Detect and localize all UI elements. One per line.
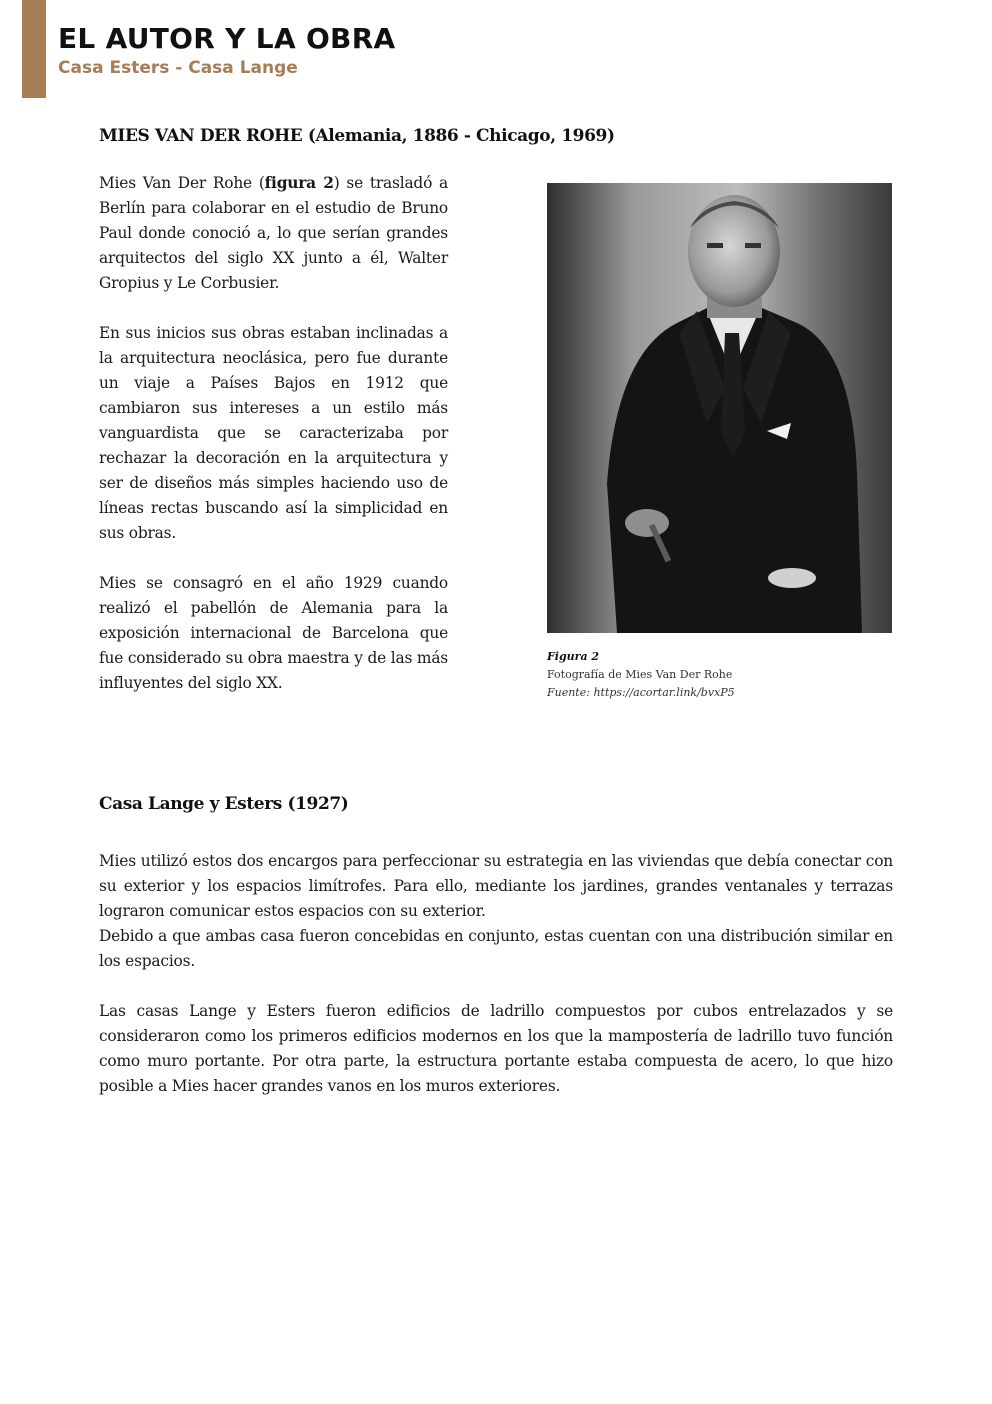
page-title: EL AUTOR Y LA OBRA xyxy=(58,22,396,55)
header-accent-bar xyxy=(22,0,46,98)
author-paragraph-3: Mies se consagró en el año 1929 cuando realizó el pabellón de Alemania para la exposición internacional de Barcelona que fue considerado su obra maestra y de las más influyentes del siglo XX. xyxy=(99,574,448,692)
section-heading-houses: Casa Lange y Esters (1927) xyxy=(99,794,349,814)
portrait-photo-graphic xyxy=(547,183,892,633)
figure-label: Figura 2 xyxy=(547,650,600,663)
author-paragraph-1-start: Mies Van Der Rohe ( xyxy=(99,174,265,192)
page-subtitle: Casa Esters - Casa Lange xyxy=(58,58,298,78)
houses-text xyxy=(99,849,893,1099)
author-paragraph-2: En sus inicios sus obras estaban inclinadas a la arquitectura neoclásica, pero fue durante un viaje a Países Bajos en 1912 que cambiaron sus intereses a un estilo más vanguardista que se caracterizaba por rechazar la decoración en la arquitectura y ser de diseños más simples haciendo uso de líneas rectas buscando así la simplicidad en sus obras. xyxy=(99,324,448,542)
author-paragraph-1-rest: ) se trasladó a Berlín para colaborar en el estudio de Bruno Paul donde conoció a, lo que serían grandes arquitectos del siglo XX junto a él, Walter Gropius y Le Corbusier. xyxy=(99,174,448,292)
houses-paragraph-1: Mies utilizó estos dos encargos para perfeccionar su estrategia en las viviendas que debía conectar con su exterior y los espacios limítrofes. Para ello, mediante los jardines, grandes ventanales y terrazas lograron comunicar estos espacios con su exterior. xyxy=(99,852,893,920)
portrait-photo xyxy=(547,183,892,633)
houses-paragraph-3: Las casas Lange y Esters fueron edificios de ladrillo compuestos por cubos entrelazados y se consideraron como los primeros edificios modernos en los que la mampostería de ladrillo tuvo función como muro portante. Por otra parte, la estructura portante estaba compuesta de acero, lo que hizo posible a Mies hacer grandes vanos en los muros exteriores. xyxy=(99,1002,893,1095)
figure-reference: figura 2 xyxy=(264,174,334,192)
figure-caption: Fotografía de Mies Van Der Rohe xyxy=(547,668,733,681)
figure-source: Fuente: https://acortar.link/bvxP5 xyxy=(547,686,735,699)
section-heading-author: MIES VAN DER ROHE (Alemania, 1886 - Chicago, 1969) xyxy=(99,126,615,146)
author-paragraph-1 xyxy=(99,171,448,296)
houses-paragraph-2: Debido a que ambas casa fueron concebidas en conjunto, estas cuentan con una distribución similar en los espacios. xyxy=(99,927,893,970)
author-text-column xyxy=(99,171,448,721)
